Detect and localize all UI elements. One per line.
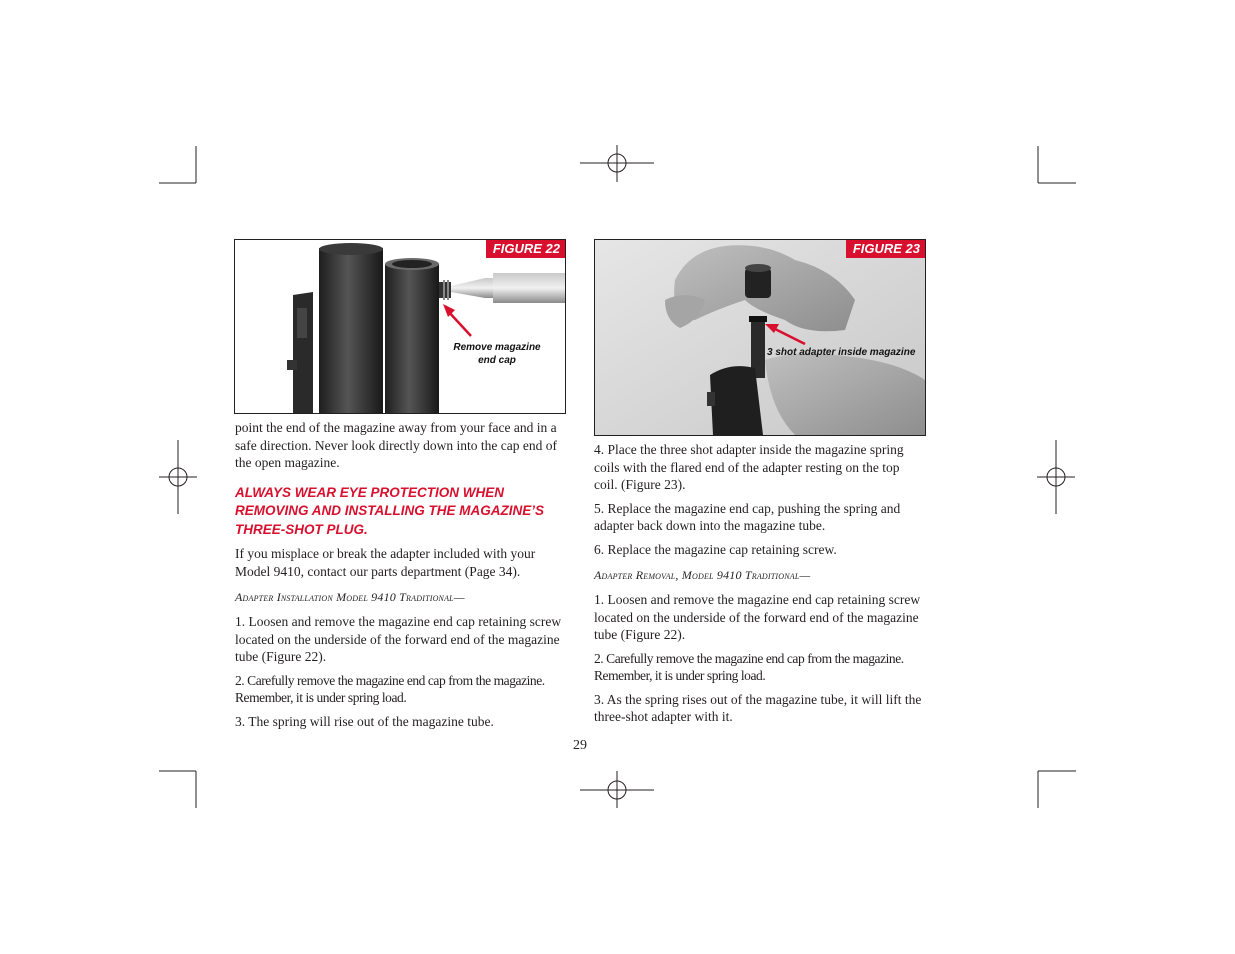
registration-mark-top bbox=[580, 145, 654, 182]
step-paragraph: 2. Carefully remove the magazine end cap from the magazine. Remember, it is under spring load. bbox=[235, 672, 545, 705]
figure-23-photo bbox=[595, 240, 925, 435]
figure-22-callout bbox=[447, 341, 547, 367]
figure-23-callout: 3 shot adapter inside magazine bbox=[767, 347, 916, 358]
figure-22-label: FIGURE 22 bbox=[486, 240, 565, 258]
left-column bbox=[235, 419, 565, 736]
warning-line: ALWAYS WEAR EYE PROTECTION WHEN bbox=[235, 484, 505, 500]
figure-22-callout-line: end cap bbox=[478, 355, 516, 366]
intro-paragraph: point the end of the magazine away from your face and in a safe direction. Never look directly down into the cap end of the open magazine. bbox=[235, 420, 558, 470]
warning-line: REMOVING AND INSTALLING THE MAGAZINE’S bbox=[235, 503, 544, 518]
step-paragraph: 4. Place the three shot adapter inside the magazine spring coils with the flared end of the adapter resting on the top coil. (Figure 23). bbox=[594, 442, 904, 492]
step-paragraph: 3. As the spring rises out of the magazine tube, it will lift the three-shot adapter with it. bbox=[594, 691, 922, 724]
step-paragraph: 5. Replace the magazine end cap, pushing the spring and adapter back down into the magazine tube. bbox=[594, 500, 901, 533]
figure-22-callout-line: Remove magazine bbox=[453, 342, 541, 353]
page-number: 29 bbox=[573, 738, 587, 753]
parts-note: If you misplace or break the adapter included with your Model 9410, contact our parts department (Page 34). bbox=[235, 546, 536, 579]
figure-22 bbox=[234, 239, 566, 414]
removal-heading: Adapter Removal, Model 9410 Traditional— bbox=[594, 568, 811, 582]
eye-protection-warning bbox=[235, 484, 565, 540]
registration-mark-left bbox=[159, 440, 197, 514]
step-paragraph: 6. Replace the magazine cap retaining screw. bbox=[594, 541, 837, 557]
figure-22-photo bbox=[235, 240, 565, 413]
step-paragraph: 2. Carefully remove the magazine end cap from the magazine. Remember, it is under spring load. bbox=[594, 650, 904, 683]
step-paragraph: 1. Loosen and remove the magazine end cap retaining screw located on the underside of the forward end of the magazine tube (Figure 22). bbox=[594, 592, 921, 642]
step-paragraph: 1. Loosen and remove the magazine end cap retaining screw located on the underside of the forward end of the magazine tube (Figure 22). bbox=[235, 614, 562, 664]
registration-mark-right bbox=[1037, 440, 1075, 514]
installation-heading: Adapter Installation Model 9410 Traditional— bbox=[235, 590, 465, 604]
warning-line: THREE-SHOT PLUG. bbox=[235, 521, 368, 537]
registration-mark-bottom bbox=[580, 771, 654, 808]
figure-23-label: FIGURE 23 bbox=[846, 240, 925, 258]
figure-23 bbox=[594, 239, 926, 436]
right-column bbox=[594, 441, 924, 732]
step-paragraph: 3. The spring will rise out of the magazine tube. bbox=[235, 713, 494, 729]
